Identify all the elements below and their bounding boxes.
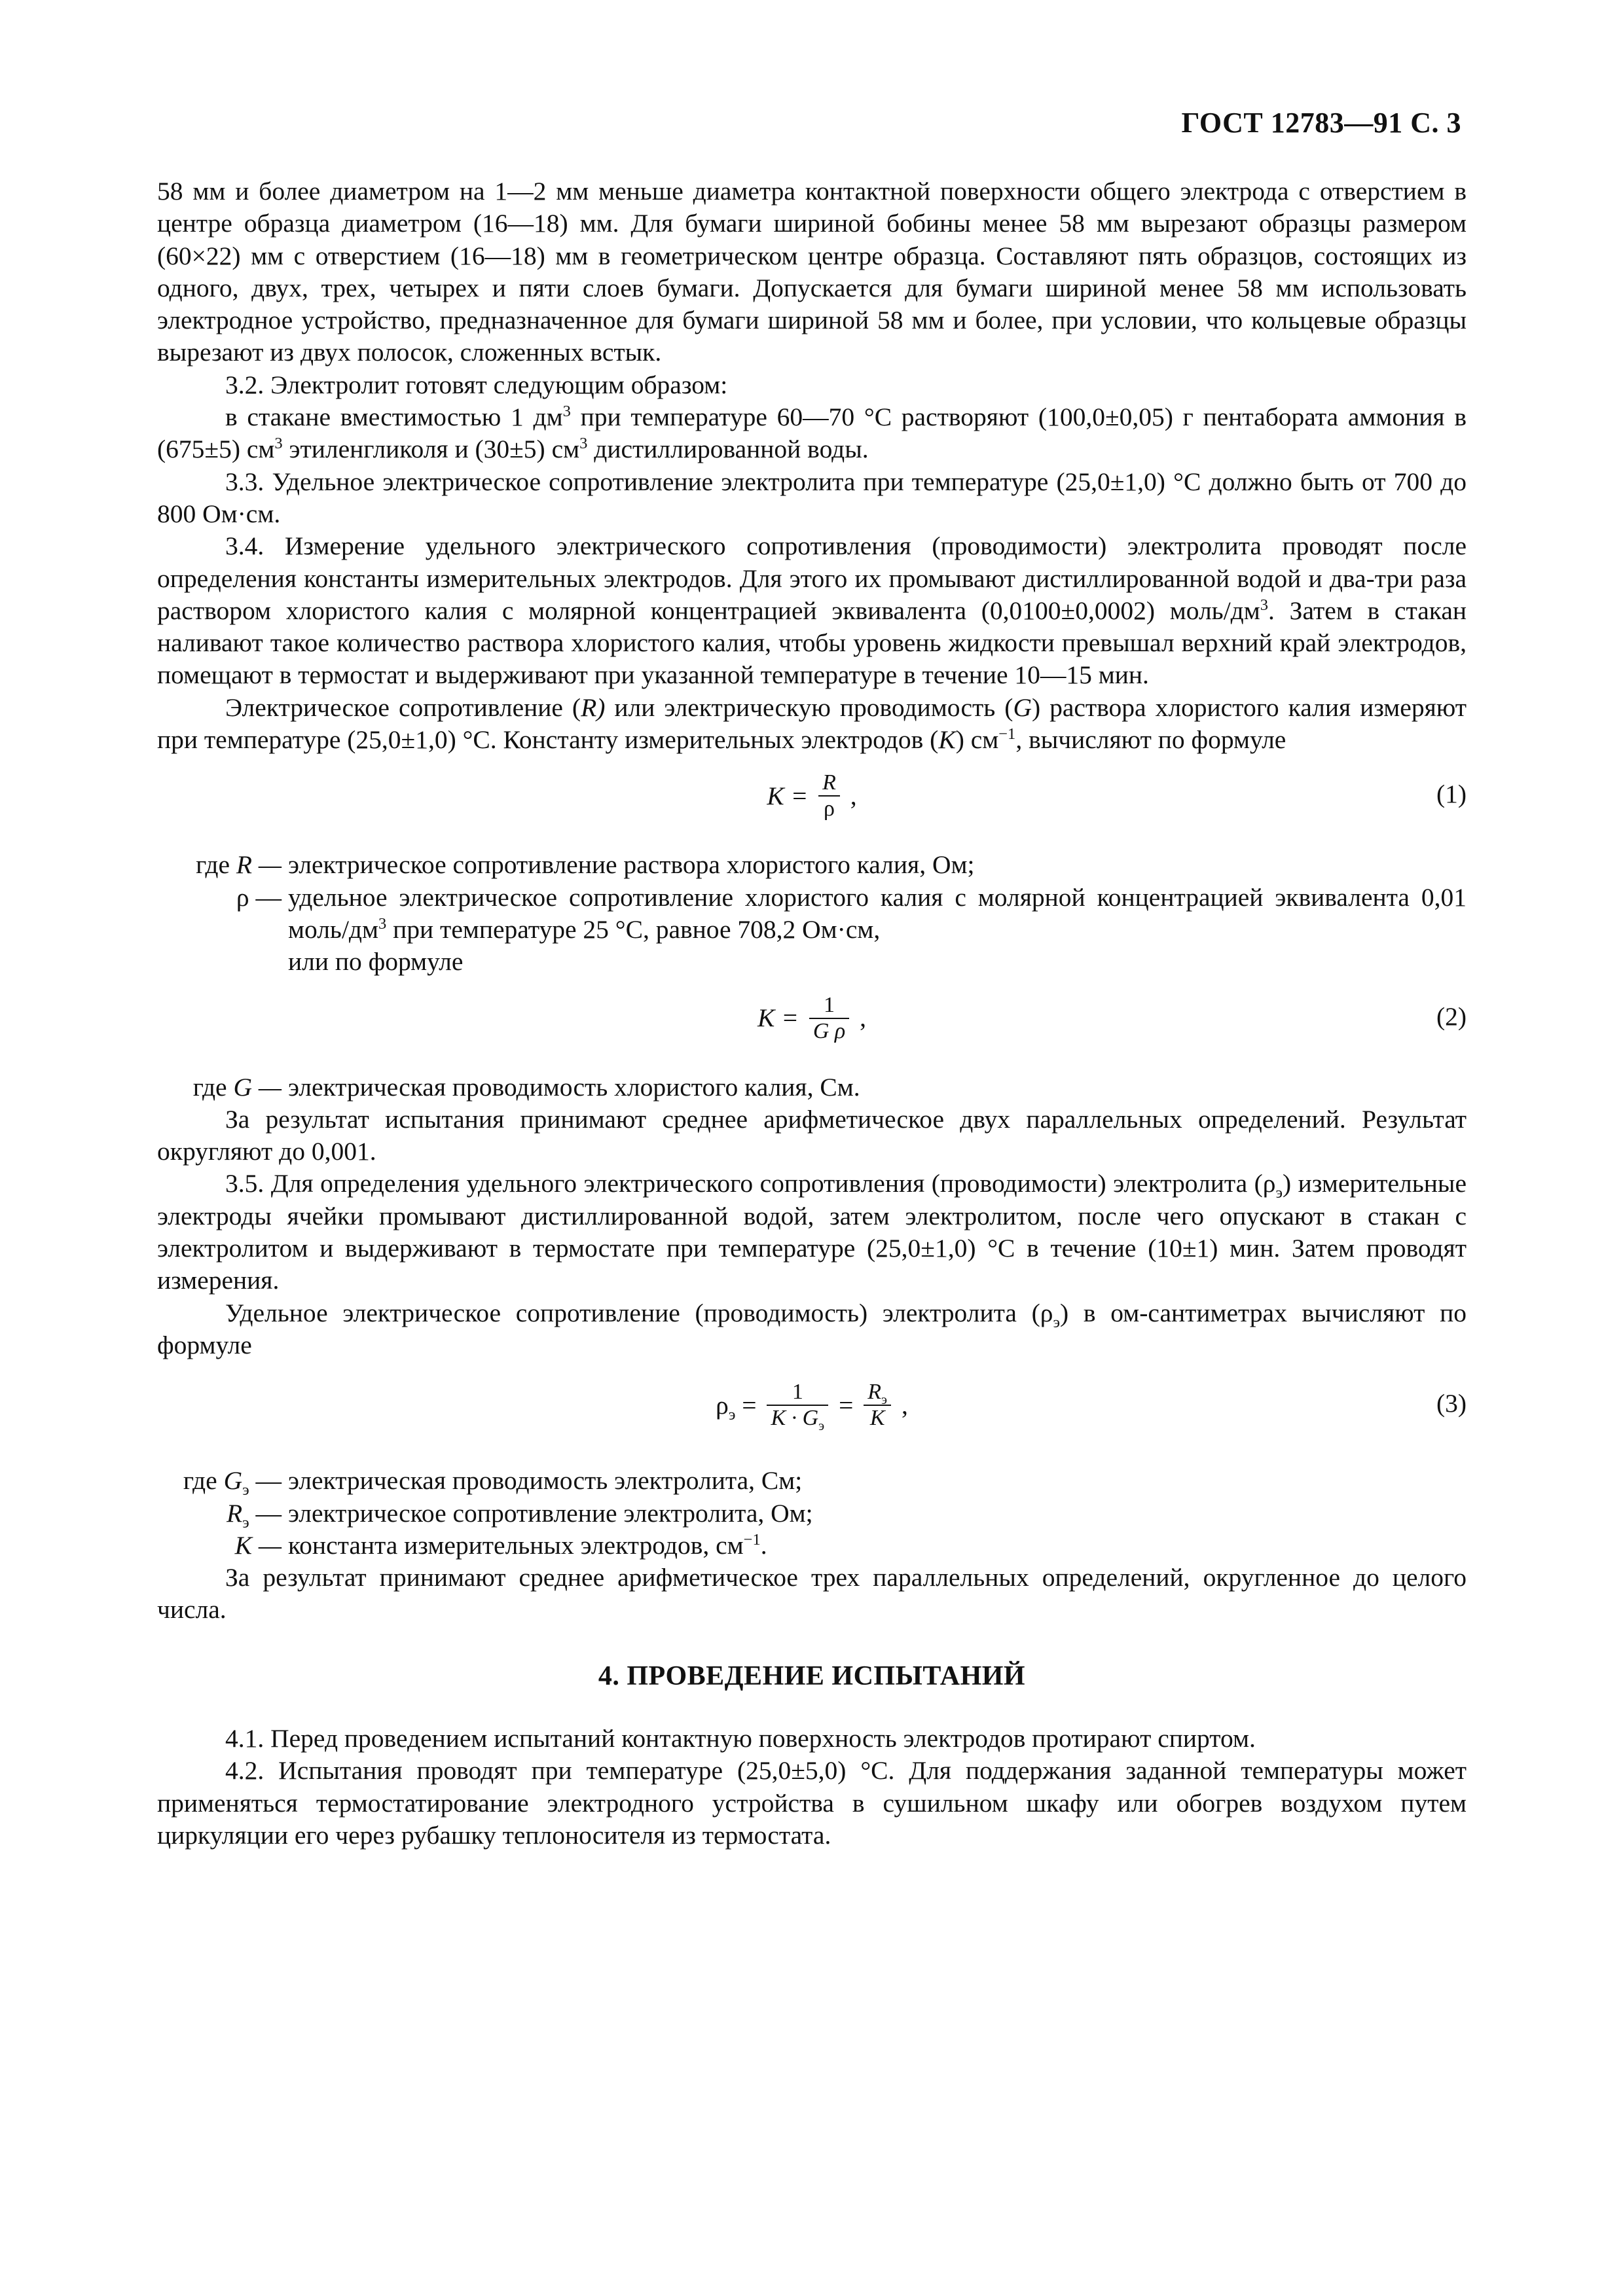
fraction-numerator xyxy=(864,1380,891,1406)
where-definition: электрическое сопротивление раствора хлористого калия, Ом; xyxy=(288,850,975,880)
text-fragment: 3.4. Измерение удельного электрического сопротивления (проводимости) электролита проводят после определения константы измерительных электродов. Для этого их промывают дистиллированной водой и два-три раза раствором хлористого калия с молярной концентрацией эквивалента (0,0100±0,0002) моль/дм xyxy=(157,531,1467,625)
text-fragment: ) в ом-сантиметрах вычисляют по формуле xyxy=(157,1298,1467,1359)
subscript: э xyxy=(728,1405,736,1424)
formula-lhs: K = xyxy=(757,1003,799,1032)
symbol-r: R — xyxy=(236,850,282,880)
subscript: э xyxy=(1053,1313,1061,1331)
formula-2-expression xyxy=(157,993,1467,1044)
fraction-denominator: G ρ xyxy=(812,1018,846,1043)
where-item xyxy=(157,1530,1467,1562)
where-item xyxy=(157,1071,1467,1103)
fraction-numerator: R xyxy=(818,770,840,797)
equation-number: (2) xyxy=(1436,1001,1467,1031)
fraction-denominator xyxy=(767,1406,828,1431)
document-body xyxy=(157,175,1467,1852)
formula-tail: , xyxy=(860,1003,866,1032)
fraction xyxy=(818,770,840,821)
superscript: 3 xyxy=(378,914,387,933)
equals-sign: = xyxy=(742,1390,757,1420)
subscript: э xyxy=(242,1481,249,1499)
fraction xyxy=(767,1380,828,1431)
page-header: ГОСТ 12783—91 С. 3 xyxy=(1181,107,1461,139)
paragraph-3-5 xyxy=(157,1168,1467,1297)
where-word: где xyxy=(192,1072,227,1102)
superscript: −1 xyxy=(743,1530,761,1549)
paragraph-3-2-body xyxy=(157,401,1467,466)
text-fragment: ) раствора хлористого калия измеряют при температуре (25,0±1,0) °С. Константу измерительных электродов ( xyxy=(157,692,1467,755)
where-definition: электрическое сопротивление электролита, Ом; xyxy=(288,1498,813,1528)
text-fragment: . xyxy=(760,1530,767,1560)
rho-symbol: ρ xyxy=(716,1390,729,1420)
where-symbol xyxy=(157,1465,288,1497)
where-block-3 xyxy=(157,1465,1467,1562)
where-block-1 xyxy=(157,849,1467,978)
superscript: 3 xyxy=(562,402,571,420)
symbol-k: K xyxy=(938,725,956,755)
superscript: 3 xyxy=(274,435,283,453)
text-fragment: ) см xyxy=(955,725,999,755)
formula-tail: , xyxy=(901,1390,908,1420)
text-fragment: . Затем в стакан наливают такое количество раствора хлористого калия, чтобы уровень жидкости превышал верхний край электродов, помещают в термостат и выдерживают при указанной температуре в течение 10—15 мин. xyxy=(157,596,1467,690)
where-definition xyxy=(288,1530,1467,1562)
formula-1-expression xyxy=(157,770,1467,821)
symbol-g: G xyxy=(1013,692,1032,722)
formula-lhs: K = xyxy=(767,781,809,810)
formula-tail: , xyxy=(850,781,857,810)
symbol-g: G xyxy=(223,1466,243,1496)
superscript: 3 xyxy=(579,435,588,453)
where-definition: электрическая проводимость электролита, См; xyxy=(288,1466,803,1496)
subscript: э xyxy=(242,1513,249,1532)
formula-3 xyxy=(157,1374,1467,1453)
fraction-denominator: K xyxy=(869,1406,885,1431)
where-definition xyxy=(288,882,1467,946)
symbol-r: R xyxy=(226,1498,243,1528)
paragraph-3-4 xyxy=(157,530,1467,691)
fraction-numerator: 1 xyxy=(767,1380,828,1406)
paragraph-3-2-heading: 3.2. Электролит готовят следующим образом: xyxy=(225,370,728,399)
text-fragment: дистиллированной воды. xyxy=(587,435,869,464)
intro-paragraph: 58 мм и более диаметром на 1—2 мм меньше диаметра контактной поверхности общего электрода с отверстием в центре образца диаметром (16—18) мм. Для бумаги шириной бобины менее 58 мм вырезают образцы размером (60×22) мм с отверстием (16—18) мм в геометрическом центре образца. Составляют пять образцов, состоящих из одного, двух, трех, четырех и пяти слоев бумаги. Допускается для бумаги шириной менее 58 мм использовать электродное устройство, предназначенное для бумаги шириной 58 мм и более, при условии, что кольцевые образцы вырезают из двух полосок, сложенных встык. xyxy=(157,177,1467,367)
equals-sign: = xyxy=(839,1390,854,1420)
paragraph-4-2: 4.2. Испытания проводят при температуре (25,0±5,0) °С. Для поддержания заданной температуры может применяться термостатирование электродного устройства в сушильном шкафу или обогрев воздухом путем циркуляции его через рубашку теплоносителя из термостата. xyxy=(157,1756,1467,1850)
symbol-g: G — xyxy=(233,1072,282,1102)
equation-number: (1) xyxy=(1436,780,1467,809)
text-fragment: 3.5. Для определения удельного электрического сопротивления (проводимости) электролита (ρ xyxy=(225,1169,1276,1198)
where-symbol: ρ — xyxy=(236,882,282,912)
where-symbol xyxy=(157,1071,288,1103)
text-fragment: R xyxy=(867,1380,882,1405)
fraction xyxy=(864,1380,891,1431)
subscript: э xyxy=(818,1418,825,1433)
where-item xyxy=(157,882,1467,946)
text-fragment: в стакане вместимостью 1 дм xyxy=(225,403,563,432)
text-fragment: при температуре 25 °С, равное 708,2 Ом·см, xyxy=(386,914,881,944)
superscript: 3 xyxy=(1260,596,1269,614)
dash: — xyxy=(249,1498,282,1528)
subscript: э xyxy=(881,1391,888,1407)
fraction-denominator: ρ xyxy=(824,797,835,821)
paragraph-4-1: 4.1. Перед проведением испытаний контактную поверхность электродов протирают спиртом. xyxy=(225,1723,1256,1753)
superscript: −1 xyxy=(998,725,1016,743)
where-word: где xyxy=(183,1466,217,1496)
result-paragraph-2: За результат принимают среднее арифметическое трех параллельных определений, округленное до целого числа. xyxy=(157,1563,1467,1624)
text-fragment: при температуре 60—70 °С растворяют (100,0±0,05) г пентабората аммония в (675±5) см xyxy=(157,403,1467,464)
text-fragment: удельное электрическое сопротивление хлористого калия с молярной концентрацией эквивалента 0,01 моль/дм xyxy=(288,882,1467,944)
text-fragment: Электрическое сопротивление ( xyxy=(225,692,581,722)
formula-2 xyxy=(157,988,1467,1060)
paragraph-specific-resistance xyxy=(157,1297,1467,1362)
where-item xyxy=(157,1465,1467,1497)
where-definition: электрическая проводимость хлористого калия, См. xyxy=(288,1072,860,1102)
dash: — xyxy=(249,1466,282,1496)
result-paragraph-1: За результат испытания принимают среднее арифметическое двух параллельных определений. Результат округляют до 0,001. xyxy=(157,1104,1467,1166)
symbol-r: R) xyxy=(581,692,606,722)
section-4-heading: 4. ПРОВЕДЕНИЕ ИСПЫТАНИЙ xyxy=(598,1660,1026,1691)
where-item xyxy=(157,1498,1467,1530)
where-symbol xyxy=(157,1498,288,1530)
formula-3-expression xyxy=(157,1380,1467,1431)
or-formula-text: или по формуле xyxy=(288,947,464,977)
paragraph-3-3: 3.3. Удельное электрическое сопротивление электролита при температуре (25,0±1,0) °С должно быть от 700 до 800 Ом·см. xyxy=(157,467,1467,528)
where-word: где xyxy=(196,850,230,880)
text-fragment: , вычисляют по формуле xyxy=(1015,725,1286,755)
text-fragment: ) измерительные электроды ячейки промывают дистиллированной водой, затем электролитом, после чего опускают в стакан с электролитом и выдерживают в термостате при температуре (25,0±1,0) °С в течение (10±1) мин. Затем проводят измерения. xyxy=(157,1169,1467,1295)
fraction xyxy=(809,993,849,1044)
subscript: э xyxy=(1275,1184,1283,1202)
text-fragment: K · G xyxy=(771,1406,819,1431)
paragraph-electrical-resistance xyxy=(157,692,1467,757)
equation-number: (3) xyxy=(1436,1389,1467,1418)
where-symbol: K — xyxy=(234,1530,282,1560)
text-fragment: или электрическую проводимость ( xyxy=(605,692,1013,722)
where-symbol xyxy=(157,849,288,881)
text-fragment: константа измерительных электродов, см xyxy=(288,1530,744,1560)
formula-lhs xyxy=(716,1390,735,1422)
where-item xyxy=(157,849,1467,881)
text-fragment: этиленгликоля и (30±5) см xyxy=(282,435,580,464)
text-fragment: Удельное электрическое сопротивление (проводимость) электролита (ρ xyxy=(225,1298,1053,1327)
where-block-2 xyxy=(157,1071,1467,1103)
formula-1 xyxy=(157,765,1467,837)
fraction-numerator: 1 xyxy=(809,993,849,1019)
